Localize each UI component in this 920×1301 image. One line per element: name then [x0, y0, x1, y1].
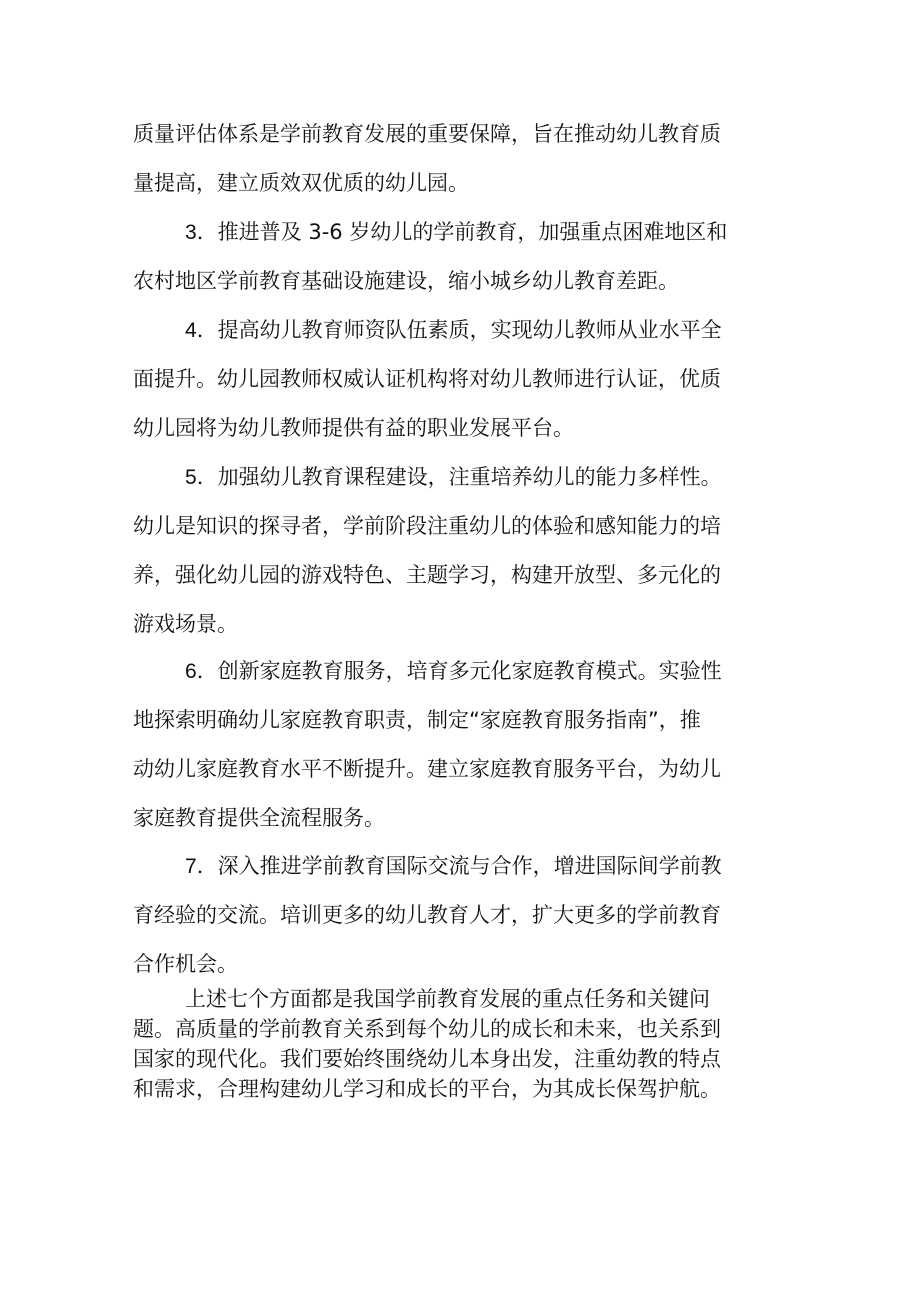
text-line: 幼儿是知识的探寻者，学前阶段注重幼儿的体验和感知能力的培 [133, 514, 721, 538]
text-line: 育经验的交流。培训更多的幼儿教育人才，扩大更多的学前教育 [133, 903, 721, 927]
text-line [133, 453, 793, 502]
text-line: 地探索明确幼儿家庭教育职责，制定“家庭教育服务指南”，推 [133, 708, 701, 732]
paragraph-intro-continuation [133, 110, 793, 208]
item-text: ．创新家庭教育服务，培育多元化家庭教育模式。实验性 [196, 659, 722, 683]
text-line [133, 208, 793, 257]
item-text: ．深入推进学前教育国际交流与合作，增进国际间学前教 [196, 854, 722, 878]
text-line: 题。高质量的学前教育关系到每个幼儿的成长和未来，也关系到 [133, 1017, 721, 1041]
item-text: ．提高幼儿教育师资队伍素质，实现幼儿教师从业水平全 [196, 318, 722, 342]
text-line: 和需求，合理构建幼儿学习和成长的平台，为其成长保驾护航。 [133, 1077, 721, 1101]
list-item-7 [133, 842, 793, 989]
item-text: ．推进普及 3-6 岁幼儿的学前教育，加强重点困难地区和 [196, 220, 728, 244]
text-line: 家庭教育提供全流程服务。 [133, 806, 385, 830]
text-line: 农村地区学前教育基础设施建设，缩小城乡幼儿教育差距。 [133, 269, 679, 293]
text-line [133, 842, 793, 891]
text-line: 面提升。幼儿园教师权威认证机构将对幼儿教师进行认证，优质 [133, 367, 721, 391]
item-number: 7 [185, 855, 197, 878]
list-item-5 [133, 453, 793, 649]
paragraph-summary [133, 984, 793, 1104]
item-number: 5 [185, 466, 197, 489]
text-line [133, 306, 793, 355]
text-line: 幼儿园将为幼儿教师提供有益的职业发展平台。 [133, 416, 574, 440]
list-item-6 [133, 647, 793, 843]
text-line: 游戏场景。 [133, 612, 238, 636]
list-item-3 [133, 208, 793, 306]
text-line: 合作机会。 [133, 952, 238, 976]
item-text: ．加强幼儿教育课程建设，注重培养幼儿的能力多样性。 [196, 465, 722, 489]
text-line [133, 647, 793, 696]
text-line: 质量评估体系是学前教育发展的重要保障，旨在推动幼儿教育质 [133, 122, 721, 146]
text-line: 国家的现代化。我们要始终围绕幼儿本身出发，注重幼教的特点 [133, 1047, 721, 1071]
text-line: 养，强化幼儿园的游戏特色、主题学习，构建开放型、多元化的 [133, 563, 721, 587]
list-item-4 [133, 306, 793, 453]
item-number: 4 [185, 319, 197, 342]
text-line: 量提高，建立质效双优质的幼儿园。 [133, 171, 469, 195]
text-line: 动幼儿家庭教育水平不断提升。建立家庭教育服务平台，为幼儿 [133, 757, 721, 781]
item-number: 3 [185, 221, 197, 244]
item-number: 6 [185, 660, 197, 683]
text-line: 上述七个方面都是我国学前教育发展的重点任务和关键问 [185, 987, 710, 1011]
